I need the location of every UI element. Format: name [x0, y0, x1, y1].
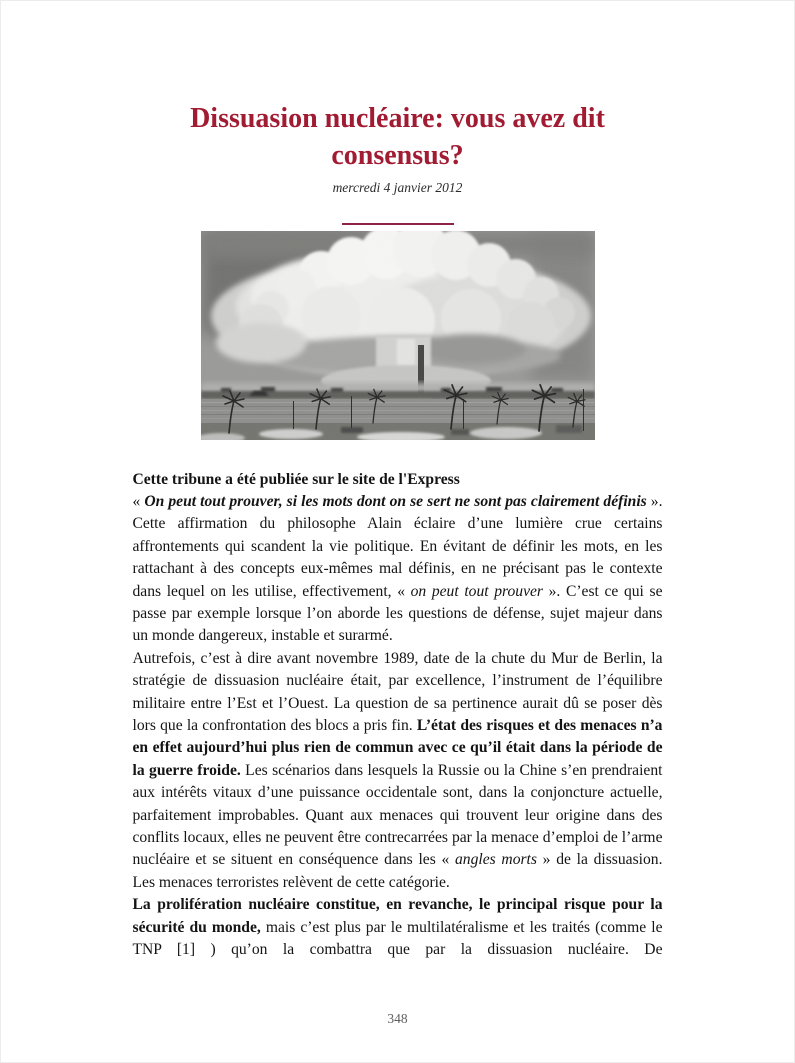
page-content	[133, 0, 663, 961]
article-date: mercredi 4 janvier 2012	[332, 180, 463, 195]
article-title: Dissuasion nucléaire: vous avez dit consensus?	[190, 103, 605, 171]
text-run: ». C’est ce qui se passe par exemple lorsque l’on aborde les questions de défense, sujet majeur dans un monde dangereux, instable et surarmé.	[132, 582, 663, 645]
text-run: mais c’est plus par le multilatéralisme et les traités (comme le TNP [1] ) qu’on la combattra que par la dissuasion nucléaire. De	[132, 918, 663, 959]
page-number: 348	[387, 1011, 408, 1026]
text-run: La prolifération nucléaire constitue, en revanche, le principal risque pour la sécurité du monde,	[132, 896, 663, 936]
text-run: Les scénarios dans lesquels la Russie ou la Chine s’en prendraient aux intérêts vitaux d’une puissance occidentale sont, dans la conjoncture actuelle, parfaitement improbables. Quant aux menaces qui trouvent leur origine dans des conflits locaux, elles ne peuvent être contrecarrées par la menace d’emploi de l’arme nucléaire et se situent en conséquence dans les «	[132, 761, 663, 869]
text-run: Autrefois, c’est à dire avant novembre 1989, date de la chute du Mur de Berlin, la stratégie de dissuasion nucléaire était, par excellence, l’instrument de l’équilibre militaire entre l’Est et l’Ouest. La question de sa pertinence aurait dû se poser dès lors que la confrontation des blocs a pris fin.	[132, 649, 663, 734]
paragraph	[133, 894, 663, 961]
text-run: L’état des risques et des menaces n’a en effet aujourd’hui plus rien de commun avec ce qu’il était dans la période de la guerre froide.	[132, 716, 663, 779]
text-run: On peut tout prouver, si les mots dont on se sert ne sont pas clairement définis	[144, 492, 647, 510]
nuclear-explosion-photo	[201, 231, 595, 440]
paragraph	[133, 648, 663, 894]
text-run: Cette tribune a été publiée sur le site de l'Express	[132, 470, 460, 488]
paragraph	[133, 469, 663, 491]
text-run: » de la dissuasion. Les menaces terroristes relèvent de cette catégorie.	[132, 851, 663, 891]
text-run: angles morts	[455, 851, 537, 869]
text-run: «	[132, 492, 145, 510]
article-photo	[133, 231, 663, 440]
article-body	[133, 469, 663, 962]
separator-rule	[342, 223, 454, 225]
text-run: on peut tout prouver	[410, 582, 543, 600]
text-run: ». Cette affirmation du philosophe Alain éclaire d’une lumière crue certains affrontements qui scandent la vie politique. En évitant de définir les mots, en les rattachant à des concepts eux-mêmes mal définis, en ne précisant pas le contexte dans lequel on les utilise, effectivement, «	[132, 492, 663, 600]
paragraph	[133, 491, 663, 648]
